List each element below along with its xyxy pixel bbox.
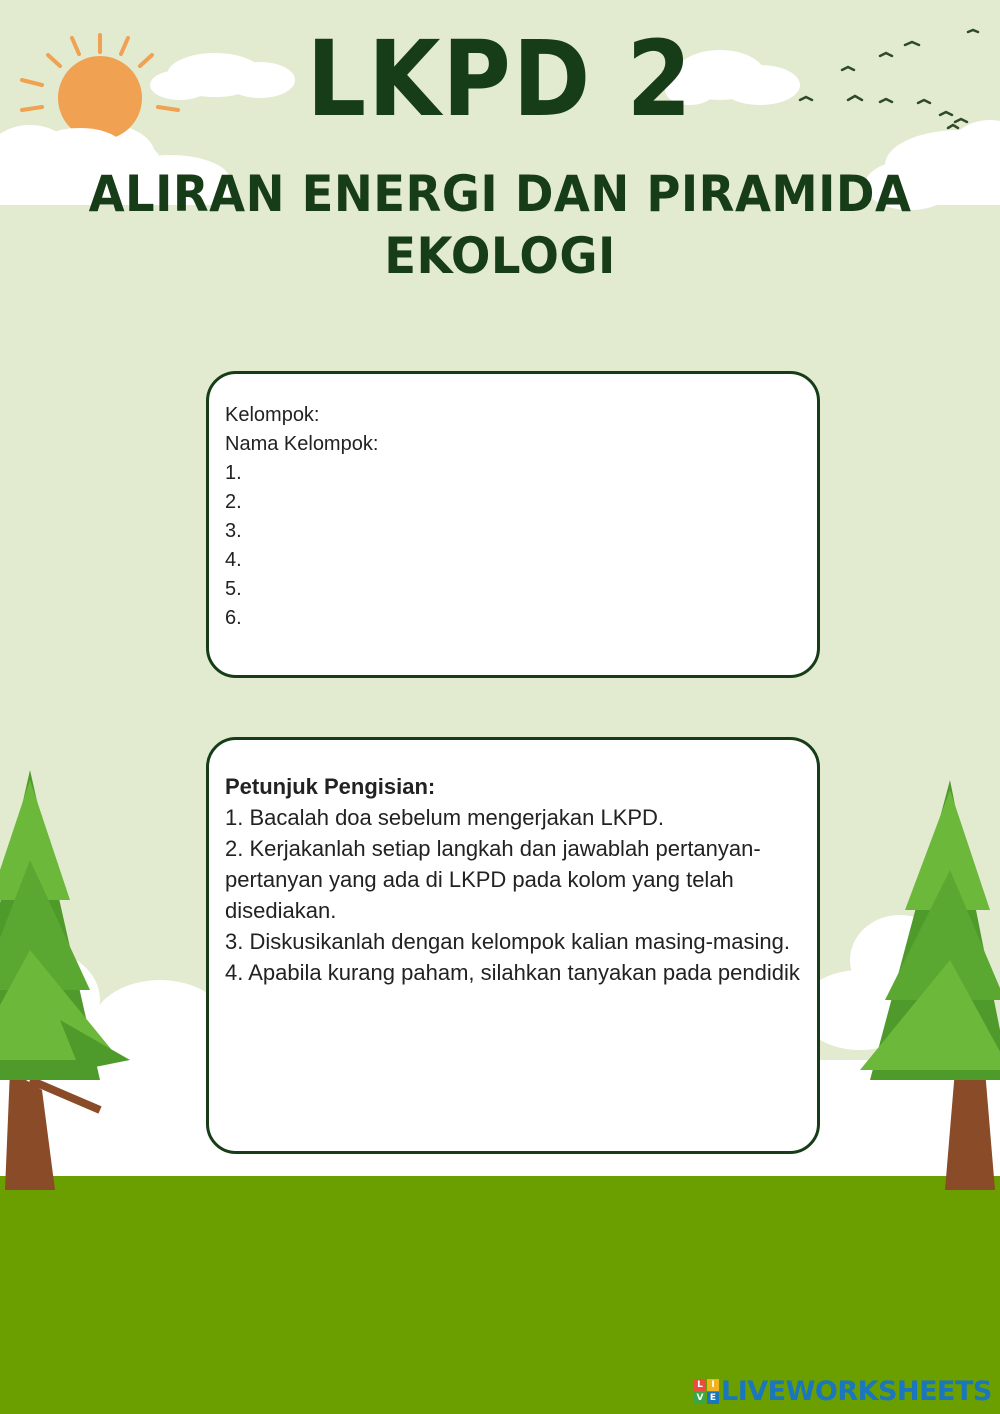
logo-cube: I bbox=[707, 1379, 719, 1391]
group-name-label: Nama Kelompok: bbox=[225, 433, 379, 455]
member-line: 2. bbox=[225, 491, 242, 513]
member-line: 6. bbox=[225, 607, 242, 629]
instruction-item: 2. Kerjakanlah setiap langkah dan jawablah pertanyan-pertanyan yang ada di LKPD pada kolom yang telah disediakan. bbox=[225, 836, 761, 923]
member-line: 3. bbox=[225, 520, 242, 542]
page-subtitle bbox=[35, 163, 965, 287]
logo-cube: L bbox=[694, 1379, 706, 1391]
group-info-box bbox=[206, 371, 820, 678]
group-label: Kelompok: bbox=[225, 404, 320, 426]
instructions-box bbox=[206, 737, 820, 1154]
logo-text: LIVEWORKSHEETS bbox=[721, 1375, 992, 1407]
instruction-item: 3. Diskusikanlah dengan kelompok kalian masing-masing. bbox=[225, 929, 790, 954]
liveworksheets-logo[interactable] bbox=[694, 1374, 992, 1408]
logo-cube: E bbox=[707, 1392, 719, 1404]
subtitle-line: EKOLOGI bbox=[384, 227, 616, 285]
member-line: 1. bbox=[225, 462, 242, 484]
page-title: LKPD 2 bbox=[306, 18, 694, 140]
member-line: 4. bbox=[225, 549, 242, 571]
member-line: 5. bbox=[225, 578, 242, 600]
instruction-item: 1. Bacalah doa sebelum mengerjakan LKPD. bbox=[225, 805, 665, 830]
subtitle-line: ALIRAN ENERGI DAN PIRAMIDA bbox=[88, 165, 912, 223]
logo-cubes-icon bbox=[694, 1379, 719, 1404]
instruction-item: 4. Apabila kurang paham, silahkan tanyakan pada pendidik bbox=[225, 960, 800, 985]
instructions-heading: Petunjuk Pengisian: bbox=[225, 774, 436, 799]
logo-cube: V bbox=[694, 1392, 706, 1404]
